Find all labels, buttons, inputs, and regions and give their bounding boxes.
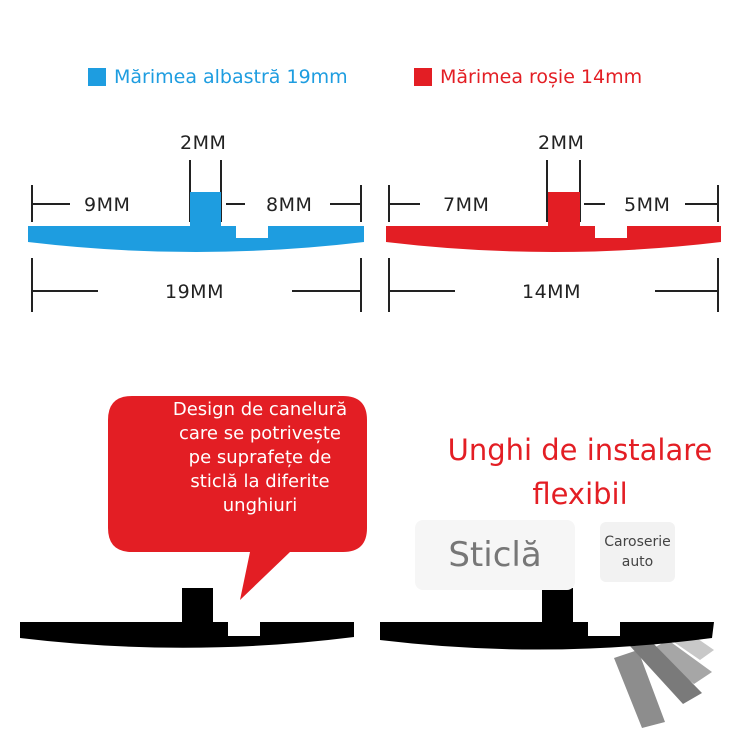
blue-seal-profile — [28, 192, 364, 252]
blue-slot-dim-label: 2MM — [180, 132, 227, 154]
headline-line-1: Unghi de instalare — [447, 433, 713, 467]
car-body-panel-icon — [614, 632, 714, 728]
red-total-dim-label: 14MM — [522, 281, 581, 303]
callout-line: care se potrivește — [178, 423, 342, 444]
callout-line: Design de canelură — [172, 399, 348, 420]
car-body-label — [600, 522, 675, 582]
callout-text — [140, 398, 380, 518]
red-left-dim-label: 7MM — [443, 194, 490, 216]
legend-blue-label: Mărimea albastră 19mm — [114, 66, 348, 88]
black-seal-profile-right — [380, 588, 714, 650]
blue-right-dim-label: 8MM — [266, 194, 313, 216]
callout-line: sticlă la diferite — [190, 471, 330, 492]
blue-left-dim-label: 9MM — [84, 194, 131, 216]
car-body-label-line-2: auto — [621, 554, 654, 570]
black-seal-profile-left — [20, 588, 354, 648]
callout-line: unghiuri — [222, 495, 298, 516]
legend-red-label: Mărimea roșie 14mm — [440, 66, 643, 88]
red-slot-dim-label: 2MM — [538, 132, 585, 154]
headline-line-2: flexibil — [532, 477, 628, 511]
headline — [420, 428, 740, 516]
blue-total-dim-label: 19MM — [165, 281, 224, 303]
red-right-dim-label: 5MM — [624, 194, 671, 216]
glass-label-text: Sticlă — [448, 535, 542, 575]
glass-label — [415, 520, 575, 590]
callout-line: pe suprafețe de — [188, 447, 332, 468]
red-seal-profile — [386, 192, 721, 252]
car-body-label-line-1: Caroserie — [604, 534, 671, 550]
